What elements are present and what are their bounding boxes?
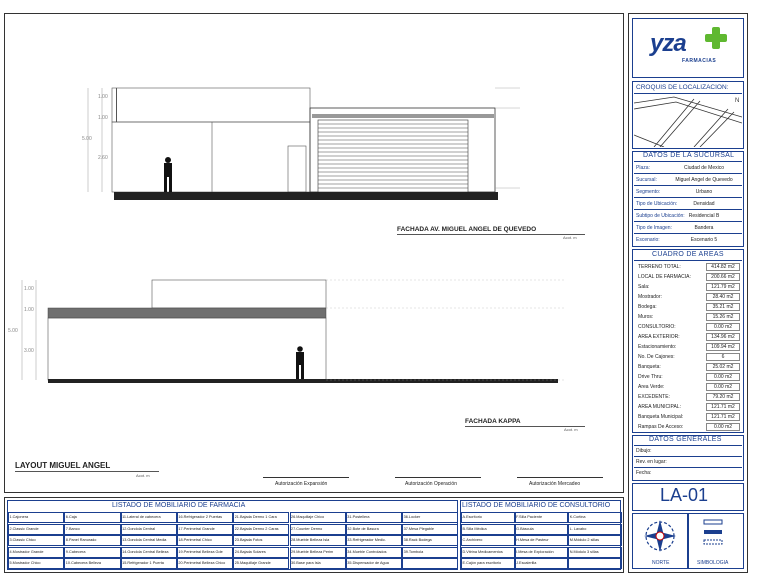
area-row-label: Sala: bbox=[638, 284, 650, 290]
signature-operacion: Autorización Operación bbox=[405, 481, 457, 487]
dim-label: 1.00 bbox=[24, 286, 34, 292]
area-row bbox=[636, 323, 740, 332]
row-divider bbox=[634, 185, 742, 186]
signature-expansion: Autorización Expansión bbox=[275, 481, 328, 487]
signature-line bbox=[263, 477, 349, 478]
title-underline bbox=[15, 471, 159, 472]
furniture-item: 33.Refrigerador Medic. bbox=[347, 538, 386, 542]
area-row bbox=[636, 413, 740, 422]
area-row-value: 0.00 m2 bbox=[706, 323, 740, 331]
croquis-underline bbox=[634, 93, 742, 94]
furniture-item: 25.Maquillaje Grande bbox=[234, 561, 271, 565]
furniture-item: F.Silla Paciente bbox=[516, 515, 543, 519]
area-row-value: 121.79 m2 bbox=[706, 283, 740, 291]
sucursal-row-value: Escenario 5 bbox=[690, 237, 718, 243]
area-row-value: 109.94 m2 bbox=[706, 343, 740, 351]
furniture-item: 39.Tombola bbox=[403, 549, 424, 554]
dim-label: 1.00 bbox=[98, 94, 108, 100]
area-row bbox=[636, 303, 740, 312]
furniture-item: 8.Panel Ranurado bbox=[65, 538, 97, 542]
area-row-label: Banqueta Municipal: bbox=[638, 414, 684, 420]
layout-title: LAYOUT MIGUEL ANGEL bbox=[15, 461, 111, 470]
dim-label: 1.00 bbox=[98, 115, 108, 121]
scale-label: Acot. m bbox=[136, 473, 150, 478]
sheet-code: LA-01 bbox=[660, 485, 709, 505]
dim-label: 5.00 bbox=[8, 328, 18, 334]
sucursal-row-label: Escenario: bbox=[636, 237, 660, 243]
area-row bbox=[636, 283, 740, 292]
brand-logo-sub: FARMACIAS bbox=[682, 58, 717, 64]
areas-underline bbox=[634, 260, 742, 261]
furniture-item: 31.Postellera bbox=[347, 515, 370, 519]
generales-row-label: Fecha: bbox=[636, 470, 652, 476]
area-row bbox=[636, 343, 740, 352]
croquis-map bbox=[634, 95, 742, 147]
brand-logo-text: yza bbox=[650, 30, 686, 57]
furniture-item: 30.Base para Isla bbox=[291, 561, 321, 565]
furniture-item: 35.Dispensador de Agua bbox=[347, 561, 389, 565]
svg-text:N: N bbox=[735, 98, 740, 104]
area-row bbox=[636, 333, 740, 342]
areas-title: CUADRO DE AREAS bbox=[652, 251, 724, 258]
area-row-label: Drive Thru: bbox=[638, 374, 663, 380]
area-row-value: 79.20 m2 bbox=[706, 393, 740, 401]
area-row-value: 28.40 m2 bbox=[706, 293, 740, 301]
furniture-item: C.Archivero bbox=[462, 538, 483, 542]
furniture-item: 1.Cajonera bbox=[9, 515, 29, 519]
furniture-item: 19.Perimetral Belleza Gde bbox=[178, 549, 223, 554]
furniture-item: 29.Mueble Belleza Perim bbox=[291, 549, 334, 554]
furniture-item: 10.Cabecera Belleza bbox=[65, 561, 102, 565]
north-arrow-icon bbox=[640, 516, 680, 556]
sucursal-row-value: Urbano bbox=[695, 189, 713, 195]
dim-label: 3.00 bbox=[24, 348, 34, 354]
furniture-cell bbox=[402, 558, 458, 569]
elevation-quevedo bbox=[80, 78, 600, 208]
furniture-item: 18.Perimetral Chico bbox=[178, 538, 212, 542]
furniture-item: L. Lavabo bbox=[569, 526, 587, 531]
area-row-value: 35.21 m2 bbox=[706, 303, 740, 311]
area-row-label: No. De Cajones: bbox=[638, 354, 675, 360]
furniture-item: M.Módulo 2 sillas bbox=[569, 538, 600, 542]
cross-icon bbox=[705, 27, 727, 49]
sucursal-row-value: Residencial B bbox=[688, 213, 720, 219]
furniture-item: 32.Bote de Basura bbox=[347, 526, 379, 531]
generales-row-label: Rev. en lugar: bbox=[636, 459, 667, 465]
area-row-label: LOCAL DE FARMACIA: bbox=[638, 274, 691, 280]
area-row bbox=[636, 363, 740, 372]
area-row-label: Area Verde: bbox=[638, 384, 665, 390]
area-row bbox=[636, 383, 740, 392]
dim-label: 1.00 bbox=[24, 307, 34, 313]
sucursal-row-label: Sucursal: bbox=[636, 177, 657, 183]
area-row-label: Mostrador: bbox=[638, 294, 662, 300]
furniture-item: 2.Classic Grande bbox=[9, 526, 39, 531]
furniture-item: B.Silla Médica bbox=[462, 526, 487, 531]
furniture-item: 20.Perimetral Belleza Chico bbox=[178, 561, 226, 565]
sucursal-row-label: Plaza: bbox=[636, 165, 650, 171]
furniture-item: E.Cajón para escritorio bbox=[462, 561, 502, 565]
sucursal-row-value: Bandera bbox=[694, 225, 714, 231]
area-row-value: 0.00 m2 bbox=[706, 383, 740, 391]
area-row-value: 414.82 m2 bbox=[706, 263, 740, 271]
furniture-item: 16.Refrigerador 2 Puertas bbox=[178, 515, 223, 519]
area-row bbox=[636, 393, 740, 402]
furniture-item: N.Módulo 3 sillas bbox=[569, 549, 599, 554]
row-divider bbox=[634, 445, 742, 446]
area-row-value: 6 bbox=[706, 353, 740, 361]
furniture-item: 34.Mueble Controlados bbox=[347, 549, 387, 554]
area-row-label: Banqueta: bbox=[638, 364, 661, 370]
furniture-item: 23.Bajada Fotos bbox=[234, 538, 263, 542]
furniture-item: 5.Mostrador Chico bbox=[9, 561, 41, 565]
area-row-label: AREA MUNICIPAL: bbox=[638, 404, 681, 410]
area-row-label: Rampas De Acceso: bbox=[638, 424, 684, 430]
furniture-item: 21.Bajada Dermo 1 Cara bbox=[234, 515, 277, 519]
row-divider bbox=[634, 467, 742, 468]
sucursal-title: DATOS DE LA SUCURSAL bbox=[643, 152, 735, 159]
sucursal-row-label: Segmento: bbox=[636, 189, 661, 195]
dim-label: 2.60 bbox=[98, 155, 108, 161]
sucursal-row-value: Densidad bbox=[693, 201, 715, 207]
scale-label: Acot. m bbox=[564, 427, 578, 432]
furniture-item: 13.Gondola Central Media bbox=[122, 538, 167, 542]
furniture-item: 38.Rack Bodega bbox=[403, 538, 432, 542]
furniture-item: J.Escalerilla bbox=[516, 561, 537, 565]
elevation-kappa bbox=[20, 272, 600, 390]
furniture-item: A.Escritorio bbox=[462, 515, 482, 519]
furniture-item: 15.Refrigerador 1 Puerta bbox=[122, 561, 164, 565]
sucursal-row-value: Miguel Angel de Quevedo bbox=[675, 177, 733, 183]
area-row bbox=[636, 273, 740, 282]
elevation-title-kappa: FACHADA KAPPA bbox=[465, 418, 521, 425]
furniture-farmacia-title: LISTADO DE MOBILIARIO DE FARMACIA bbox=[112, 502, 246, 509]
furniture-item: 11.Lateral de cabecera bbox=[122, 515, 161, 519]
furniture-item: 14.Gondola Central Belleza bbox=[122, 549, 169, 554]
area-row-label: TERRENO TOTAL: bbox=[638, 264, 681, 270]
north-label: NORTE bbox=[652, 560, 670, 566]
symbology-icons bbox=[700, 518, 730, 552]
area-row-label: CONSULTORIO: bbox=[638, 324, 676, 330]
area-row-value: 25.02 m2 bbox=[706, 363, 740, 371]
area-row-value: 121.71 m2 bbox=[706, 413, 740, 421]
furniture-item: D.Vitrina Medicamentos bbox=[462, 549, 503, 554]
area-row bbox=[636, 353, 740, 362]
area-row-label: Bodega: bbox=[638, 304, 657, 310]
signature-line bbox=[395, 477, 481, 478]
furniture-item: 22.Bajada Dermo 2 Caras bbox=[234, 526, 279, 531]
furniture-item: 24.Bajada Solares bbox=[234, 549, 266, 554]
elevation-title-quevedo: FACHADA AV. MIGUEL ANGEL DE QUEVEDO bbox=[397, 226, 537, 233]
furniture-item: 3.Classic Chico bbox=[9, 538, 36, 542]
furniture-item: I.Mesa de Exploración bbox=[516, 549, 554, 554]
sucursal-row-label: Tipo de Imagen: bbox=[636, 225, 672, 231]
sucursal-row-label: Subtipo de Ubicación: bbox=[636, 213, 685, 219]
row-divider bbox=[634, 209, 742, 210]
furniture-consultorio-title: LISTADO DE MOBILIARIO DE CONSULTORIO bbox=[462, 502, 611, 509]
area-row-label: Estacionamiento: bbox=[638, 344, 677, 350]
sucursal-row-value: Ciudad de Mexico bbox=[683, 165, 725, 171]
area-row-label: AREA EXTERIOR: bbox=[638, 334, 680, 340]
row-divider bbox=[634, 173, 742, 174]
sucursal-row-label: Tipo de Ubicación: bbox=[636, 201, 678, 207]
area-row-value: 134.96 m2 bbox=[706, 333, 740, 341]
furniture-item: 28.Mueble Belleza Isla bbox=[291, 538, 330, 542]
area-row-value: 121.71 m2 bbox=[706, 403, 740, 411]
furniture-item: 6.Caja bbox=[65, 515, 77, 519]
area-row bbox=[636, 373, 740, 382]
generales-row-label: Dibujo: bbox=[636, 448, 652, 454]
area-row bbox=[636, 423, 740, 432]
area-row-value: 200.66 m2 bbox=[706, 273, 740, 281]
furniture-item: G.Báscula bbox=[516, 526, 534, 531]
scale-label: Acot. m bbox=[563, 235, 577, 240]
logo-box bbox=[632, 18, 744, 78]
row-divider bbox=[634, 456, 742, 457]
signature-mercadeo: Autorización Mercadeo bbox=[529, 481, 581, 487]
area-row bbox=[636, 403, 740, 412]
row-divider bbox=[634, 233, 742, 234]
brand-logo bbox=[650, 30, 686, 58]
furniture-item: 36.Locker bbox=[403, 515, 421, 519]
area-row-label: Muros: bbox=[638, 314, 654, 320]
furniture-item: 27.Counter Dermo bbox=[291, 526, 323, 531]
area-row-value: 0.00 m2 bbox=[706, 423, 740, 431]
croquis-title: CROQUIS DE LOCALIZACION: bbox=[636, 84, 729, 91]
area-row bbox=[636, 313, 740, 322]
furniture-item: 4.Mostrador Grande bbox=[9, 549, 44, 554]
furniture-item: 7.Banco bbox=[65, 526, 80, 531]
furniture-item: H.Mesa de Pasteur bbox=[516, 538, 549, 542]
generales-title: DATOS GENERALES bbox=[649, 436, 722, 443]
title-underline bbox=[397, 234, 585, 235]
row-divider bbox=[634, 221, 742, 222]
symbology-label: SIMBOLOGIA bbox=[697, 560, 729, 566]
furniture-item: 26.Maquillaje Chico bbox=[291, 515, 325, 519]
signature-line bbox=[517, 477, 603, 478]
row-divider bbox=[634, 161, 742, 162]
area-row bbox=[636, 263, 740, 272]
furniture-item: 9.Cabecera bbox=[65, 549, 86, 554]
furniture-item: 17.Perimetral Grande bbox=[178, 526, 215, 531]
area-row bbox=[636, 293, 740, 302]
furniture-item: 12.Gondola Central bbox=[122, 526, 156, 531]
area-row-value: 0.00 m2 bbox=[706, 373, 740, 381]
furniture-item: 37.Mesa Plegable bbox=[403, 526, 434, 531]
area-row-label: EXCEDENTE: bbox=[638, 394, 670, 400]
dim-label: 5.00 bbox=[82, 136, 92, 142]
furniture-cell bbox=[568, 558, 622, 569]
area-row-value: 15.26 m2 bbox=[706, 313, 740, 321]
furniture-item: K.Cortina bbox=[569, 515, 586, 519]
row-divider bbox=[634, 197, 742, 198]
